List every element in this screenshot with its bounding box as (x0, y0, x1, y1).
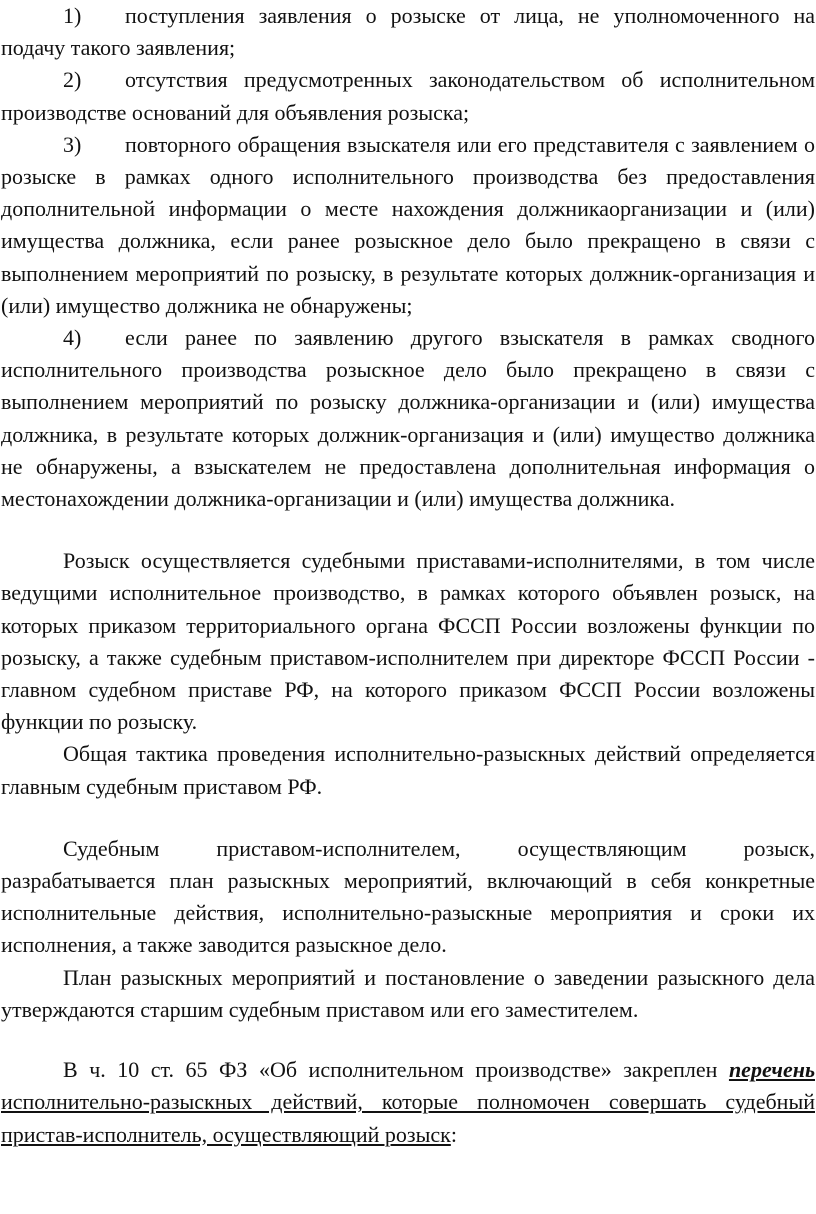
list-item-text: поступления заявления о розыске от лица, не уполномоченного на подачу такого заявления; (1, 3, 815, 61)
list-item-1 (1, 0, 815, 64)
list-item-number: 1) (63, 3, 82, 28)
final-ending: : (450, 1121, 457, 1147)
final-intro: В ч. 10 ст. 65 ФЗ «Об исполнительном производстве» закреплен (63, 1057, 729, 1083)
list-item-2 (1, 64, 815, 128)
paragraph-plan-development: Судебным приставом-исполнителем, осуществляющим розыск, разрабатывается план разыскных мероприятий, включающий в себя конкретные исполнительные действия, исполнительно-разыскные мероприятия и сроки их исполнения, а также заводится разыскное дело. (1, 835, 815, 958)
final-underlined: исполнительно-разыскных действий, которые полномочен совершать судебный пристав-исполнитель, осуществляющий розыск (1, 1089, 815, 1147)
paragraph-search-performers: Розыск осуществляется судебными приставами-исполнителями, в том числе ведущими исполнительное производство, в рамках которого объявлен розыск, на которых приказом территориального органа ФССП России возложены функции по розыску, а также судебным приставом-исполнителем при директоре ФССП России - главном судебном приставе РФ, на которого приказом ФССП России возложены функции по розыску. (1, 548, 815, 735)
list-item-number: 2) (63, 67, 82, 93)
list-item-number: 3) (63, 131, 82, 157)
paragraph-plan-approval: План разыскных мероприятий и постановление о заведении разыскного дела утверждаются старшим судебным приставом или его заместителем. (1, 964, 815, 1022)
list-item-number: 4) (63, 325, 82, 351)
list-item-text: если ранее по заявлению другого взыскателя в рамках сводного исполнительного производства розыскное дело было прекращено в связи с выполнением мероприятий по розыску должника-организации и (или) имущества должника, в результате которых должник-организация и (или) имущество должника не обнаружены, а взыскателем не предоставлена дополнительная информация о местонахождении должника-организации и (или) имущества должника. (1, 325, 815, 512)
paragraph-final (1, 1054, 815, 1151)
list-item-text: повторного обращения взыскателя или его представителя с заявлением о розыске в рамках одного исполнительного производства без предоставления дополнительной информации о месте нахождения должникаорганизации и (или) имущества должника, если ранее розыскное дело было прекращено в связи с выполнением мероприятий по розыску, в результате которых должник-организация и (или) имущество должника не обнаружены; (1, 131, 815, 318)
list-item-3 (1, 129, 815, 322)
paragraph-spacer (1, 1026, 815, 1054)
paragraph-spacer (1, 803, 815, 833)
final-emphasis: перечень (728, 1057, 815, 1083)
paragraph-spacer (1, 515, 815, 545)
paragraph-tactics: Общая тактика проведения исполнительно-разыскных действий определяется главным судебным приставом РФ. (1, 741, 815, 799)
list-item-4 (1, 322, 815, 515)
list-item-text: отсутствия предусмотренных законодательством об исполнительном производстве оснований для объявления розыска; (1, 67, 815, 125)
